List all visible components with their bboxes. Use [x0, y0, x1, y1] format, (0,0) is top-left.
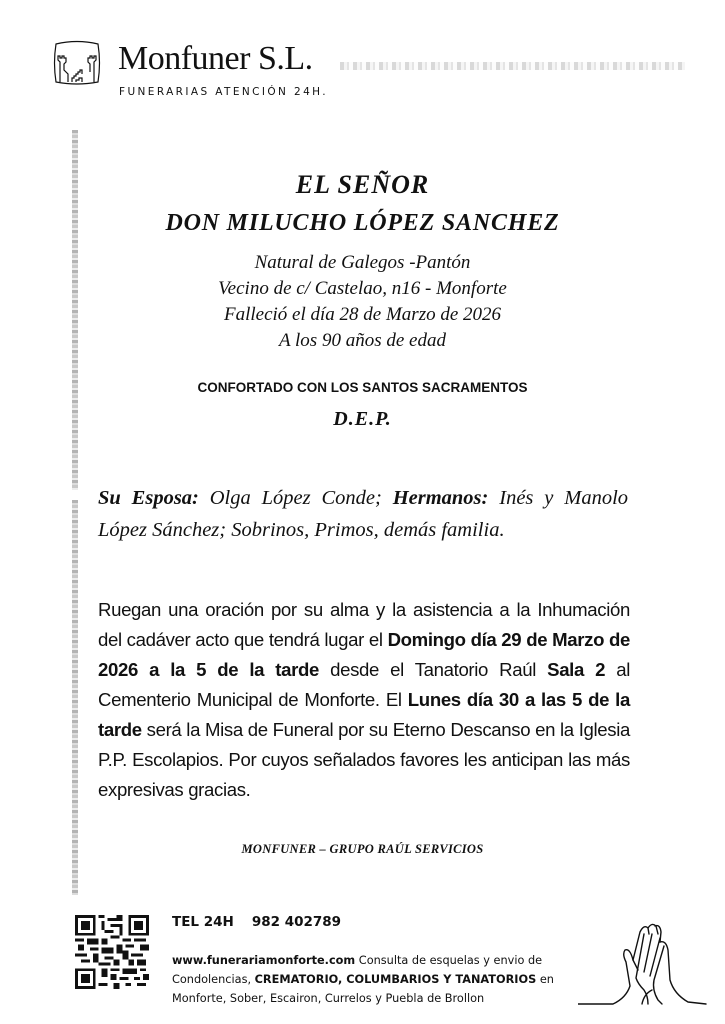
address-line: Vecino de c/ Castelao, n16 - Monforte: [218, 278, 507, 299]
spouse-name: Olga López Conde;: [209, 487, 382, 509]
brand-tagline: FUNERARIAS ATENCIÓN 24H.: [119, 86, 329, 98]
ceremony-text: desde el Tanatorio Raúl: [319, 659, 548, 680]
mass-date: Lunes día 30 a las 5 de la tarde: [98, 689, 630, 740]
website-link[interactable]: www.funerariamonforte.com: [172, 954, 356, 967]
death-date-line: Falleció el día 28 de Marzo de 2026: [223, 304, 502, 325]
phone-label: TEL 24H: [172, 914, 234, 930]
siblings-names: Inés y Manolo López Sánchez; Sobrinos, Primos, demás familia.: [98, 487, 629, 541]
room-label: Sala 2: [547, 659, 606, 680]
siblings-label: Hermanos:: [392, 487, 489, 509]
scan-artifact: [340, 62, 685, 70]
ceremony-text: al Cementerio Municipal de Monforte. El: [98, 659, 631, 710]
signature-line: MONFUNER – GRUPO RAÚL SERVICIOS: [241, 842, 484, 856]
scan-edge-artifact: [72, 500, 78, 895]
phone-number[interactable]: 982 402789: [251, 914, 342, 930]
origin-line: Natural de Galegos -Pantón: [254, 252, 471, 273]
burial-date: Domingo día 29 de Marzo de 2026 a la 5 de la tarde: [98, 629, 630, 680]
ceremony-text: Ruegan una oración por su alma y la asistencia a la Inhumación del cadáver acto que tendrá lugar el: [98, 599, 630, 650]
age-line: A los 90 años de edad: [279, 330, 446, 351]
phone-line: [172, 914, 341, 930]
ceremony-paragraph: [98, 595, 630, 805]
spouse-label: Su Esposa:: [98, 487, 199, 509]
castle-towers-logo-icon: [52, 38, 102, 88]
brand-name: Monfuner S.L.: [118, 40, 313, 77]
ceremony-text: será la Misa de Funeral por su Eterno Descanso en la Iglesia P.P. Escolapios. Por cuyos señalados favores les anticipan las más expresivas gracias.: [98, 719, 630, 800]
notice-title: EL SEÑOR: [295, 170, 430, 199]
contact-text: Consulta de esquelas y envio de Condolencias,: [172, 954, 543, 986]
praying-hands-icon: [578, 920, 708, 1010]
family-paragraph: [98, 482, 628, 546]
deceased-name: DON MILUCHO LÓPEZ SANCHEZ: [165, 210, 560, 236]
qr-code-icon[interactable]: [75, 915, 149, 989]
dep-line: D.E.P.: [333, 408, 392, 430]
sacraments-line: CONFORTADO CON LOS SANTOS SACRAMENTOS: [197, 380, 528, 395]
services-list: CREMATORIO, COLUMBARIOS Y TANATORIOS: [254, 973, 537, 986]
contact-info: [172, 951, 592, 1008]
contact-text: en Monforte, Sober, Escairon, Currelos y Puebla de Brollon: [172, 973, 554, 1005]
